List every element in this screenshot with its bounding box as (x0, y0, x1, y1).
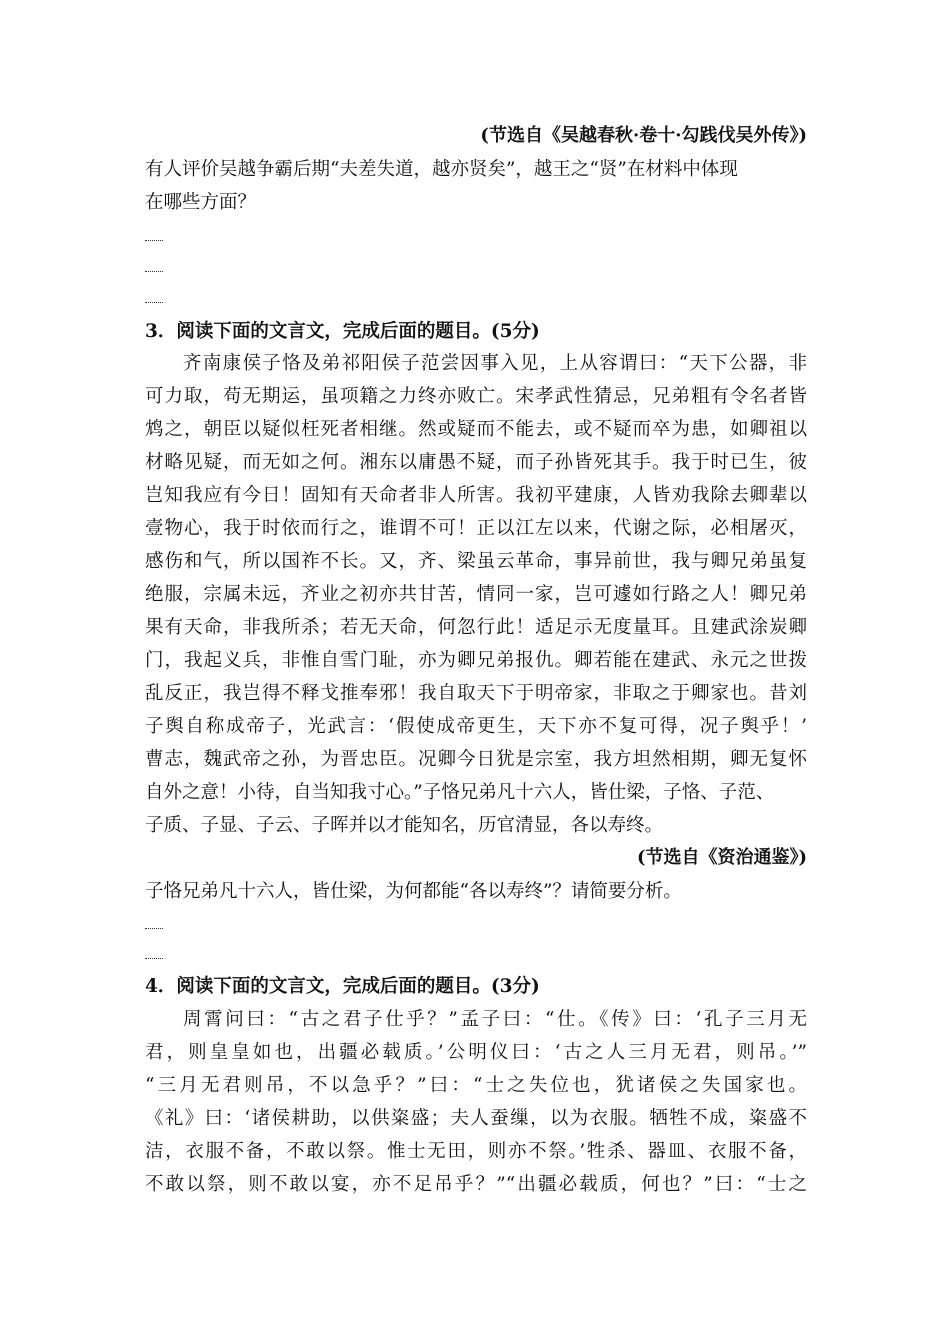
answer-blank[interactable] (145, 958, 163, 960)
q3-passage-line: 子舆自称成帝子，光武言：‘假使成帝更生，天下亦不复可得，况子舆乎！’ (145, 716, 807, 737)
answer-blank[interactable] (145, 240, 163, 242)
q2-question-line1: 有人评价吴越争霸后期“夫差失道，越亦贤矣”，越王之“贤”在材料中体现 (145, 159, 738, 180)
q4-heading: 4．阅读下面的文言文，完成后面的题目。(3分) (145, 976, 540, 997)
q3-heading: 3．阅读下面的文言文，完成后面的题目。(5分) (145, 321, 540, 342)
q3-passage-line: 齐南康侯子恪及弟祁阳侯子范尝因事入见，上从容谓曰：“天下公器，非 (183, 353, 807, 374)
q3-passage-line: 曹志，魏武帝之孙，为晋忠臣。况卿今日犹是宗室，我方坦然相期，卿无复怀 (145, 749, 807, 770)
q3-passage-line: 门，我起义兵，非惟自雪门耻，亦为卿兄弟报仇。卿若能在建武、永元之世拨 (145, 650, 807, 671)
q3-passage-line: 岂知我应有今日！固知有天命者非人所害。我初平建康，人皆劝我除去卿辈以 (145, 485, 807, 506)
q3-passage-line: 壹物心，我于时依而行之，谁谓不可！正以江左以来，代谢之际，必相屠灭， (145, 518, 807, 539)
q2-question-line2: 在哪些方面？ (145, 192, 257, 213)
q3-passage-line: 果有天命，非我所杀；若无天命，何忽行此！适足示无度量耳。且建武涂炭卿 (145, 617, 807, 638)
q4-passage-line: 君，则皇皇如也，出疆必载质。’公明仪曰：‘古之人三月无君，则吊。’” (145, 1042, 807, 1063)
q2-source: (节选自《吴越春秋·卷十·勾践伐吴外传》) (480, 125, 807, 146)
q3-passage-line: 材略见疑，而无如之何。湘东以庸愚不疑，而子孙皆死其手。我于时已生，彼 (145, 452, 807, 473)
q3-question: 子恪兄弟凡十六人，皆仕梁，为何都能“各以寿终”？请简要分析。 (145, 881, 682, 902)
q3-passage-line: 自外之意！小待，自当知我寸心。”子恪兄弟凡十六人，皆仕梁，子恪、子范、 (145, 782, 775, 803)
q4-passage-line: 不敢以祭，则不敢以宴，亦不足吊乎？”“出疆必载质，何也？”曰：“士之 (145, 1174, 807, 1195)
q4-passage-line: 周霄问曰：“古之君子仕乎？”孟子曰：“仕。《传》曰：‘孔子三月无 (183, 1009, 807, 1030)
q3-source: (节选自《资治通鉴》) (636, 847, 807, 868)
q3-passage-line: 可力取，苟无期运，虽项籍之力终亦败亡。宋孝武性猜忌，兄弟粗有令名者皆 (145, 386, 807, 407)
q3-passage-line: 感伤和气，所以国祚不长。又，齐、梁虽云革命，事异前世，我与卿兄弟虽复 (145, 551, 807, 572)
q3-passage-line: 绝服，宗属未远，齐业之初亦共甘苦，情同一家，岂可遽如行路之人！卿兄弟 (145, 584, 807, 605)
q3-passage-line: 乱反正，我岂得不释戈推奉邪！我自取天下于明帝家，非取之于卿家也。昔刘 (145, 683, 807, 704)
answer-blank[interactable] (145, 928, 163, 930)
q4-passage-line: 《礼》曰：‘诸侯耕助，以供粢盛；夫人蚕缫，以为衣服。牺牲不成，粢盛不 (145, 1108, 807, 1129)
answer-blank[interactable] (145, 302, 163, 304)
q3-passage-line: 子质、子显、子云、子晖并以才能知名，历官清显，各以寿终。 (145, 815, 664, 836)
q4-passage-line: 洁，衣服不备，不敢以祭。惟士无田，则亦不祭。’牲杀、器皿、衣服不备， (145, 1141, 807, 1162)
q3-passage-line: 鸩之，朝臣以疑似枉死者相继。然或疑而不能去，或不疑而卒为患，如卿祖以 (145, 419, 807, 440)
answer-blank[interactable] (145, 271, 163, 273)
q4-passage-line: “三月无君则吊，不以急乎？”曰：“士之失位也，犹诸侯之失国家也。 (145, 1075, 807, 1096)
